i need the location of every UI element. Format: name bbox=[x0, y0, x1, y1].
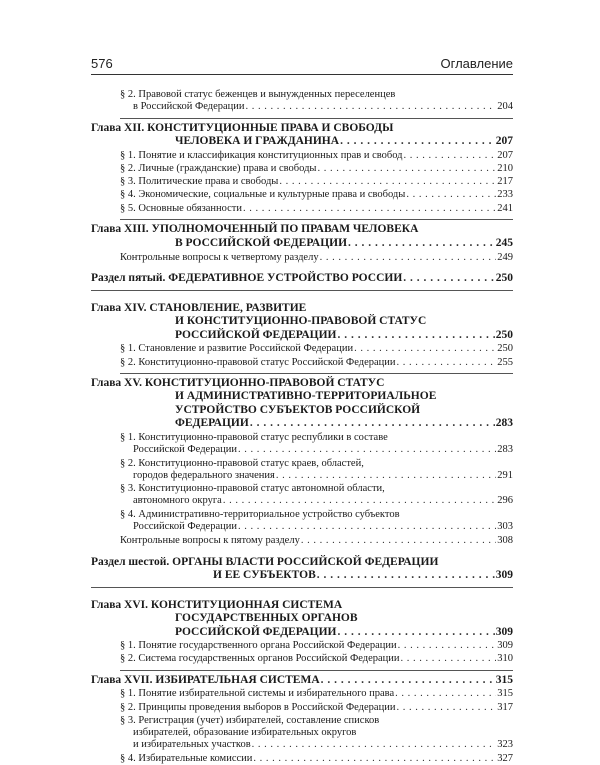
toc-entry-text: Раздел пятый. ФЕДЕРАТИВНОЕ УСТРОЙСТВО РОССИИ bbox=[91, 272, 403, 285]
dot-leader bbox=[276, 470, 496, 482]
toc-page-number: 249 bbox=[497, 252, 513, 264]
dot-leader bbox=[243, 203, 496, 215]
toc-entry-text: § 4. Избирательные комиссии bbox=[120, 752, 253, 764]
toc-page-number: 241 bbox=[497, 202, 513, 214]
toc-entry-line bbox=[91, 404, 513, 418]
toc-entry-text: Российской Федерации bbox=[133, 444, 237, 456]
toc-entry-text: § 3. Политические права и свободы bbox=[120, 176, 279, 188]
dot-leader bbox=[321, 674, 495, 688]
toc-page-number: 217 bbox=[497, 176, 513, 188]
dot-leader bbox=[404, 150, 497, 162]
toc-entry-line bbox=[133, 495, 513, 507]
toc-entry-text: И ЕЕ СУБЪЕКТОВ bbox=[213, 569, 316, 582]
toc-entry-line bbox=[91, 673, 513, 688]
toc-page-number: 204 bbox=[497, 101, 513, 113]
dot-leader bbox=[354, 343, 496, 355]
toc-entry-line bbox=[120, 163, 513, 175]
toc-page-number: 308 bbox=[497, 535, 513, 547]
toc-entry-section[interactable] bbox=[91, 343, 513, 355]
toc-entry-line bbox=[133, 470, 513, 482]
toc-entry-line bbox=[133, 727, 513, 739]
toc-entry-text: Глава XVII. ИЗБИРАТЕЛЬНАЯ СИСТЕМА bbox=[91, 673, 320, 686]
toc-entry-section[interactable] bbox=[91, 432, 513, 457]
toc-entry-text: Глава XVI. КОНСТИТУЦИОННАЯ СИСТЕМА bbox=[91, 598, 343, 611]
toc-page-number: 303 bbox=[497, 521, 513, 533]
toc-entry-text: § 1. Становление и развитие Российской Федерации bbox=[120, 343, 354, 355]
toc-entry-section[interactable] bbox=[91, 458, 513, 483]
toc-page-number: 283 bbox=[495, 417, 513, 430]
toc-entry-chapter[interactable] bbox=[91, 377, 513, 431]
toc-entry-chapter[interactable] bbox=[91, 302, 513, 343]
toc-entry-text: Контрольные вопросы к четвертому разделу bbox=[120, 252, 319, 264]
toc-entry-text: § 3. Конституционно-правовой статус автономной области, bbox=[120, 483, 385, 495]
toc-entry-section[interactable] bbox=[91, 753, 513, 765]
dot-leader bbox=[397, 357, 497, 369]
toc-entry-line bbox=[120, 483, 513, 495]
toc-entry-text: ФЕДЕРАЦИИ bbox=[175, 417, 249, 430]
toc-entry-text: § 2. Принципы проведения выборов в Российской Федерации bbox=[120, 701, 396, 713]
dot-leader bbox=[340, 135, 495, 149]
toc-entry-text: Глава XIV. СТАНОВЛЕНИЕ, РАЗВИТИЕ bbox=[91, 301, 307, 314]
toc-entry-line bbox=[91, 598, 513, 613]
toc-entry-line bbox=[120, 203, 513, 215]
toc-entry-line bbox=[91, 417, 513, 431]
toc-divider bbox=[120, 219, 513, 220]
toc-entry-text: Российской Федерации bbox=[133, 521, 237, 533]
toc-entry-plain[interactable] bbox=[91, 252, 513, 264]
running-header bbox=[91, 54, 513, 76]
toc-entry-line bbox=[120, 688, 513, 700]
toc-entry-text: Глава XIII. УПОЛНОМОЧЕННЫЙ ПО ПРАВАМ ЧЕЛОВЕКА bbox=[91, 223, 419, 236]
toc-entry-line bbox=[120, 702, 513, 714]
toc-entry-section[interactable] bbox=[91, 483, 513, 508]
toc-entry-line bbox=[91, 301, 513, 316]
toc-entry-line bbox=[120, 176, 513, 188]
toc-page-number: 315 bbox=[497, 688, 513, 700]
toc-page-number: 291 bbox=[497, 469, 513, 481]
dot-leader bbox=[320, 252, 497, 264]
toc-page-number: 309 bbox=[497, 640, 513, 652]
toc-entry-line bbox=[133, 444, 513, 456]
toc-gap bbox=[91, 291, 513, 299]
toc-entry-line bbox=[91, 376, 513, 391]
toc-entry-line bbox=[120, 343, 513, 355]
toc-entry-line bbox=[91, 237, 513, 251]
toc-entry-text: § 1. Понятие избирательной системы и избирательного права bbox=[120, 688, 395, 700]
toc-entry-text: УСТРОЙСТВО СУБЪЕКТОВ РОССИЙСКОЙ bbox=[175, 403, 421, 416]
toc-page-number: 207 bbox=[497, 149, 513, 161]
toc-entry-line bbox=[91, 315, 513, 329]
toc-entry-section[interactable] bbox=[91, 176, 513, 188]
toc-entry-line bbox=[120, 458, 513, 470]
toc-entry-section[interactable] bbox=[91, 509, 513, 534]
toc-entry-chapter[interactable] bbox=[91, 223, 513, 250]
toc-entry-text: § 5. Основные обязанности bbox=[120, 202, 242, 214]
toc-page-number: 233 bbox=[497, 189, 513, 201]
dot-leader bbox=[246, 101, 497, 113]
header-rule bbox=[91, 74, 513, 75]
toc-entry-section[interactable] bbox=[91, 715, 513, 752]
toc-entry-text: § 1. Конституционно-правовой статус республики в составе bbox=[120, 431, 388, 443]
toc-entry-text: В РОССИЙСКОЙ ФЕДЕРАЦИИ bbox=[175, 236, 348, 249]
toc-entry-part[interactable] bbox=[91, 272, 513, 286]
dot-leader bbox=[395, 688, 496, 700]
toc-entry-text: автономного округа bbox=[133, 495, 222, 507]
toc-page-number: 317 bbox=[497, 701, 513, 713]
toc-entry-line bbox=[91, 223, 513, 237]
toc-entry-line bbox=[133, 521, 513, 533]
running-title: Оглавление bbox=[440, 56, 513, 71]
toc-entry-line bbox=[120, 753, 513, 765]
toc-entry-text: РОССИЙСКОЙ ФЕДЕРАЦИИ bbox=[175, 625, 337, 638]
dot-leader bbox=[317, 569, 495, 583]
dot-leader bbox=[238, 521, 496, 533]
toc-entry-text: РОССИЙСКОЙ ФЕДЕРАЦИИ bbox=[175, 328, 337, 341]
toc-page-number: 250 bbox=[497, 343, 513, 355]
toc-entry-text: § 2. Личные (гражданские) права и свободы bbox=[120, 162, 317, 174]
toc-page-number: 309 bbox=[495, 625, 513, 638]
table-of-contents bbox=[91, 88, 513, 765]
toc-entry-section[interactable] bbox=[91, 640, 513, 652]
dot-leader bbox=[406, 189, 496, 201]
toc-entry-line bbox=[120, 150, 513, 162]
toc-divider bbox=[120, 373, 513, 374]
toc-entry-section[interactable] bbox=[91, 653, 513, 665]
toc-entry-section[interactable] bbox=[91, 688, 513, 700]
dot-leader bbox=[238, 444, 496, 456]
toc-entry-line bbox=[91, 135, 513, 149]
toc-page-number: 296 bbox=[497, 495, 513, 507]
toc-entry-line bbox=[91, 121, 513, 136]
toc-entry-text: § 1. Понятие и классификация конституционных прав и свобод bbox=[120, 149, 403, 161]
toc-entry-section[interactable] bbox=[91, 189, 513, 201]
toc-entry-line bbox=[91, 569, 513, 583]
dot-leader bbox=[250, 417, 495, 431]
toc-entry-text: § 4. Административно-территориальное устройство субъектов bbox=[120, 508, 400, 520]
toc-entry-text: § 3. Регистрация (учет) избирателей, составление списков bbox=[120, 714, 380, 726]
toc-entry-text: Глава XII. КОНСТИТУЦИОННЫЕ ПРАВА И СВОБОДЫ bbox=[91, 121, 394, 134]
dot-leader bbox=[338, 329, 495, 343]
toc-entry-text: § 2. Правовой статус беженцев и вынужденных переселенцев bbox=[120, 89, 396, 100]
toc-entry-line bbox=[91, 612, 513, 626]
toc-entry-line bbox=[91, 390, 513, 404]
toc-page-number: 210 bbox=[497, 162, 513, 174]
toc-entry-line bbox=[91, 329, 513, 343]
toc-entry-plain[interactable] bbox=[91, 535, 513, 547]
toc-entry-section[interactable] bbox=[91, 357, 513, 369]
toc-page-number: 309 bbox=[495, 569, 513, 582]
toc-entry-section[interactable] bbox=[91, 89, 513, 114]
toc-entry-line bbox=[120, 357, 513, 369]
toc-entry-line bbox=[120, 640, 513, 652]
toc-page-number: 283 bbox=[497, 444, 513, 456]
toc-page-number: 207 bbox=[495, 135, 513, 148]
dot-leader bbox=[253, 753, 496, 765]
toc-entry-section[interactable] bbox=[91, 203, 513, 215]
dot-leader bbox=[396, 702, 496, 714]
toc-entry-section[interactable] bbox=[91, 702, 513, 714]
toc-entry-line bbox=[91, 626, 513, 640]
toc-entry-line bbox=[133, 101, 513, 113]
toc-entry-chapter[interactable] bbox=[91, 674, 513, 688]
toc-page-number: 323 bbox=[497, 739, 513, 751]
toc-page-number: 250 bbox=[495, 272, 513, 285]
toc-entry-text: § 2. Конституционно-правовой статус краев, областей, bbox=[120, 457, 364, 469]
toc-entry-line bbox=[120, 252, 513, 264]
toc-page-number: 255 bbox=[497, 356, 513, 368]
toc-entry-text: § 2. Конституционно-правовой статус Российской Федерации bbox=[120, 356, 396, 368]
toc-gap bbox=[91, 588, 513, 596]
toc-entry-part[interactable] bbox=[91, 556, 513, 583]
toc-entry-chapter[interactable] bbox=[91, 599, 513, 640]
toc-entry-line bbox=[120, 535, 513, 547]
toc-entry-text: Глава XV. КОНСТИТУЦИОННО-ПРАВОВОЙ СТАТУС bbox=[91, 376, 385, 389]
toc-divider bbox=[120, 670, 513, 671]
toc-entry-line bbox=[120, 89, 513, 101]
dot-leader bbox=[401, 653, 497, 665]
toc-entry-text: § 1. Понятие государственного органа Российской Федерации bbox=[120, 640, 397, 652]
toc-entry-text: избирателей, образование избирательных округов bbox=[133, 727, 357, 739]
dot-leader bbox=[403, 272, 494, 286]
toc-page-number: 315 bbox=[495, 673, 513, 686]
toc-entry-line bbox=[120, 432, 513, 444]
toc-entry-text: и избирательных участков bbox=[133, 739, 251, 751]
toc-page-number: 250 bbox=[495, 328, 513, 341]
dot-leader bbox=[279, 176, 496, 188]
toc-entry-text: ГОСУДАРСТВЕННЫХ ОРГАНОВ bbox=[175, 612, 358, 625]
toc-entry-section[interactable] bbox=[91, 150, 513, 162]
dot-leader bbox=[398, 640, 497, 652]
dot-leader bbox=[317, 163, 496, 175]
toc-entry-text: § 2. Система государственных органов Российской Федерации bbox=[120, 653, 400, 665]
dot-leader bbox=[223, 495, 496, 507]
toc-entry-section[interactable] bbox=[91, 163, 513, 175]
toc-divider bbox=[120, 118, 513, 119]
dot-leader bbox=[301, 535, 496, 547]
toc-page-number: 310 bbox=[497, 653, 513, 665]
page-number: 576 bbox=[91, 56, 113, 71]
toc-entry-line bbox=[120, 653, 513, 665]
dot-leader bbox=[348, 237, 495, 251]
dot-leader bbox=[338, 626, 495, 640]
toc-entry-chapter[interactable] bbox=[91, 122, 513, 149]
toc-entry-text: Контрольные вопросы к пятому разделу bbox=[120, 535, 300, 547]
toc-entry-line bbox=[91, 556, 513, 570]
toc-entry-line bbox=[120, 715, 513, 727]
toc-entry-line bbox=[120, 509, 513, 521]
toc-entry-text: ЧЕЛОВЕКА И ГРАЖДАНИНА bbox=[175, 135, 340, 148]
toc-entry-text: городов федерального значения bbox=[133, 469, 275, 481]
toc-entry-text: Раздел шестой. ОРГАНЫ ВЛАСТИ РОССИЙСКОЙ ФЕДЕРАЦИИ bbox=[91, 555, 439, 568]
toc-page-number: 245 bbox=[495, 236, 513, 249]
toc-entry-text: И КОНСТИТУЦИОННО-ПРАВОВОЙ СТАТУС bbox=[175, 315, 427, 328]
toc-entry-line bbox=[91, 272, 513, 286]
toc-entry-text: И АДМИНИСТРАТИВНО-ТЕРРИТОРИАЛЬНОЕ bbox=[175, 390, 437, 403]
toc-page-number: 327 bbox=[497, 752, 513, 764]
toc-entry-text: § 4. Экономические, социальные и культурные права и свободы bbox=[120, 189, 406, 201]
toc-entry-line bbox=[120, 189, 513, 201]
toc-entry-text: в Российской Федерации bbox=[133, 101, 245, 113]
